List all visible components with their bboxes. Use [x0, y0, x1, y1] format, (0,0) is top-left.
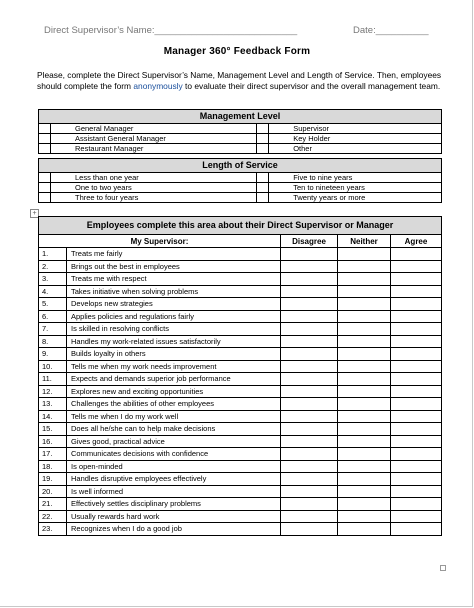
neither-cell[interactable]: [338, 385, 391, 398]
option-one-to-two-years: One to two years: [51, 183, 257, 193]
row-number: 2.: [39, 260, 67, 273]
evaluation-row: [39, 348, 442, 361]
agree-cell[interactable]: [391, 448, 442, 461]
option-restaurant-manager: Restaurant Manager: [51, 144, 257, 154]
row-number: 12.: [39, 385, 67, 398]
disagree-cell[interactable]: [281, 423, 338, 436]
neither-cell[interactable]: [338, 460, 391, 473]
row-number: 17.: [39, 448, 67, 461]
row-statement: Recognizes when I do a good job: [67, 523, 281, 536]
resize-handle[interactable]: [440, 565, 446, 571]
row-statement: Handles my work-related issues satisfactorily: [67, 335, 281, 348]
disagree-cell[interactable]: [281, 385, 338, 398]
agree-cell[interactable]: [391, 423, 442, 436]
row-statement: Usually rewards hard work: [67, 510, 281, 523]
row-number: 20.: [39, 485, 67, 498]
row-statement: Handles disruptive employees effectively: [67, 473, 281, 486]
neither-cell[interactable]: [338, 260, 391, 273]
checkbox-other[interactable]: [257, 144, 269, 154]
supervisor-name-field[interactable]: Direct Supervisor’s Name:___________________________: [44, 25, 298, 36]
agree-cell[interactable]: [391, 285, 442, 298]
agree-cell[interactable]: [391, 385, 442, 398]
row-statement: Takes initiative when solving problems: [67, 285, 281, 298]
disagree-cell[interactable]: [281, 260, 338, 273]
checkbox-general-manager[interactable]: [39, 124, 51, 134]
disagree-cell[interactable]: [281, 360, 338, 373]
agree-cell[interactable]: [391, 510, 442, 523]
evaluation-rows: [39, 248, 442, 536]
evaluation-row: [39, 373, 442, 386]
row-statement: Tells me when my work needs improvement: [67, 360, 281, 373]
row-number: 11.: [39, 373, 67, 386]
evaluation-row: [39, 385, 442, 398]
evaluation-row: [39, 448, 442, 461]
checkbox-supervisor[interactable]: [257, 124, 269, 134]
neither-cell[interactable]: [338, 335, 391, 348]
row-number: 14.: [39, 410, 67, 423]
row-statement: Effectively settles disciplinary problems: [67, 498, 281, 511]
agree-cell[interactable]: [391, 485, 442, 498]
row-number: 9.: [39, 348, 67, 361]
agree-cell[interactable]: [391, 323, 442, 336]
evaluation-row: [39, 410, 442, 423]
row-statement: Expects and demands superior job performance: [67, 373, 281, 386]
disagree-cell[interactable]: [281, 310, 338, 323]
neither-cell[interactable]: [338, 248, 391, 261]
intro-part1: Please, complete the Direct Supervisor’s Name, Management Level and Length of Service. Then, employees should complete the form: [37, 70, 442, 91]
intro-part2: to evaluate their direct supervisor and the overall management team.: [182, 81, 441, 91]
evaluation-row: [39, 273, 442, 286]
disagree-cell[interactable]: [281, 273, 338, 286]
disagree-cell[interactable]: [281, 460, 338, 473]
agree-cell[interactable]: [391, 298, 442, 311]
intro-highlight: anonymously: [133, 81, 183, 91]
evaluation-row: [39, 435, 442, 448]
col-neither: Neither: [338, 235, 391, 248]
evaluation-row: [39, 398, 442, 411]
option-ten-to-nineteen-years: Ten to nineteen years: [269, 183, 442, 193]
neither-cell[interactable]: [338, 473, 391, 486]
row-number: 16.: [39, 435, 67, 448]
neither-cell[interactable]: [338, 423, 391, 436]
checkbox-assistant-general-manager[interactable]: [39, 134, 51, 144]
table-move-handle-icon[interactable]: +: [30, 209, 39, 218]
checkbox-twenty-years-or-more[interactable]: [257, 193, 269, 203]
option-five-to-nine-years: Five to nine years: [269, 173, 442, 183]
evaluation-row: [39, 248, 442, 261]
option-general-manager: General Manager: [51, 124, 257, 134]
row-statement: Is open-minded: [67, 460, 281, 473]
disagree-cell[interactable]: [281, 335, 338, 348]
neither-cell[interactable]: [338, 310, 391, 323]
evaluation-row: [39, 360, 442, 373]
neither-cell[interactable]: [338, 435, 391, 448]
neither-cell[interactable]: [338, 485, 391, 498]
col-disagree: Disagree: [281, 235, 338, 248]
length-of-service-heading: Length of Service: [39, 159, 442, 173]
disagree-cell[interactable]: [281, 448, 338, 461]
disagree-cell[interactable]: [281, 485, 338, 498]
employees-section-heading: Employees complete this area about their Direct Supervisor or Manager: [39, 217, 442, 235]
option-less-than-one-year: Less than one year: [51, 173, 257, 183]
disagree-cell[interactable]: [281, 348, 338, 361]
management-level-heading: Management Level: [39, 110, 442, 124]
row-number: 7.: [39, 323, 67, 336]
disagree-cell[interactable]: [281, 323, 338, 336]
checkbox-three-to-four-years[interactable]: [39, 193, 51, 203]
row-statement: Communicates decisions with confidence: [67, 448, 281, 461]
option-supervisor: Supervisor: [269, 124, 442, 134]
option-other: Other: [269, 144, 442, 154]
row-statement: Does all he/she can to help make decisions: [67, 423, 281, 436]
neither-cell[interactable]: [338, 448, 391, 461]
option-assistant-general-manager: Assistant General Manager: [51, 134, 257, 144]
disagree-cell[interactable]: [281, 523, 338, 536]
checkbox-restaurant-manager[interactable]: [39, 144, 51, 154]
agree-cell[interactable]: [391, 248, 442, 261]
agree-cell[interactable]: [391, 410, 442, 423]
disagree-cell[interactable]: [281, 473, 338, 486]
row-number: 18.: [39, 460, 67, 473]
agree-cell[interactable]: [391, 373, 442, 386]
evaluation-row: [39, 460, 442, 473]
col-agree: Agree: [391, 235, 442, 248]
disagree-cell[interactable]: [281, 248, 338, 261]
row-statement: Challenges the abilities of other employees: [67, 398, 281, 411]
row-number: 8.: [39, 335, 67, 348]
neither-cell[interactable]: [338, 410, 391, 423]
disagree-cell[interactable]: [281, 398, 338, 411]
agree-cell[interactable]: [391, 523, 442, 536]
evaluation-row: [39, 335, 442, 348]
row-number: 19.: [39, 473, 67, 486]
agree-cell[interactable]: [391, 435, 442, 448]
evaluation-row: [39, 260, 442, 273]
neither-cell[interactable]: [338, 510, 391, 523]
row-number: 10.: [39, 360, 67, 373]
option-three-to-four-years: Three to four years: [51, 193, 257, 203]
evaluation-row: [39, 485, 442, 498]
row-statement: Is skilled in resolving conflicts: [67, 323, 281, 336]
checkbox-one-to-two-years[interactable]: [39, 183, 51, 193]
disagree-cell[interactable]: [281, 410, 338, 423]
row-number: 23.: [39, 523, 67, 536]
neither-cell[interactable]: [338, 360, 391, 373]
evaluation-row: [39, 473, 442, 486]
row-statement: Gives good, practical advice: [67, 435, 281, 448]
agree-cell[interactable]: [391, 498, 442, 511]
agree-cell[interactable]: [391, 273, 442, 286]
agree-cell[interactable]: [391, 460, 442, 473]
option-twenty-years-or-more: Twenty years or more: [269, 193, 442, 203]
agree-cell[interactable]: [391, 310, 442, 323]
row-number: 6.: [39, 310, 67, 323]
row-number: 3.: [39, 273, 67, 286]
neither-cell[interactable]: [338, 298, 391, 311]
agree-cell[interactable]: [391, 398, 442, 411]
agree-cell[interactable]: [391, 348, 442, 361]
neither-cell[interactable]: [338, 273, 391, 286]
neither-cell[interactable]: [338, 323, 391, 336]
checkbox-less-than-one-year[interactable]: [39, 173, 51, 183]
row-number: 1.: [39, 248, 67, 261]
row-number: 4.: [39, 285, 67, 298]
evaluation-row: [39, 285, 442, 298]
disagree-cell[interactable]: [281, 373, 338, 386]
employee-evaluation-table: [38, 216, 442, 536]
row-statement: Treats me fairly: [67, 248, 281, 261]
evaluation-row: [39, 523, 442, 536]
disagree-cell[interactable]: [281, 498, 338, 511]
row-number: 22.: [39, 510, 67, 523]
checkbox-key-holder[interactable]: [257, 134, 269, 144]
row-statement: Treats me with respect: [67, 273, 281, 286]
evaluation-row: [39, 423, 442, 436]
agree-cell[interactable]: [391, 260, 442, 273]
row-number: 13.: [39, 398, 67, 411]
row-number: 15.: [39, 423, 67, 436]
row-number: 5.: [39, 298, 67, 311]
agree-cell[interactable]: [391, 360, 442, 373]
evaluation-row: [39, 498, 442, 511]
neither-cell[interactable]: [338, 523, 391, 536]
row-statement: Develops new strategies: [67, 298, 281, 311]
disagree-cell[interactable]: [281, 435, 338, 448]
row-number: 21.: [39, 498, 67, 511]
agree-cell[interactable]: [391, 335, 442, 348]
checkbox-ten-to-nineteen-years[interactable]: [257, 183, 269, 193]
evaluation-row: [39, 298, 442, 311]
evaluation-row: [39, 310, 442, 323]
management-service-table: [38, 109, 442, 203]
row-statement: Is well informed: [67, 485, 281, 498]
form-title: Manager 360° Feedback Form: [163, 46, 311, 57]
row-statement: Explores new and exciting opportunities: [67, 385, 281, 398]
row-statement: Tells me when I do my work well: [67, 410, 281, 423]
neither-cell[interactable]: [338, 348, 391, 361]
neither-cell[interactable]: [338, 285, 391, 298]
neither-cell[interactable]: [338, 398, 391, 411]
checkbox-five-to-nine-years[interactable]: [257, 173, 269, 183]
disagree-cell[interactable]: [281, 298, 338, 311]
evaluation-row: [39, 323, 442, 336]
row-statement: Builds loyalty in others: [67, 348, 281, 361]
row-statement: Brings out the best in employees: [67, 260, 281, 273]
agree-cell[interactable]: [391, 473, 442, 486]
disagree-cell[interactable]: [281, 510, 338, 523]
date-field[interactable]: Date:__________: [353, 25, 429, 36]
option-key-holder: Key Holder: [269, 134, 442, 144]
row-statement: Applies policies and regulations fairly: [67, 310, 281, 323]
disagree-cell[interactable]: [281, 285, 338, 298]
neither-cell[interactable]: [338, 373, 391, 386]
col-my-supervisor: My Supervisor:: [39, 235, 281, 248]
intro-text: [37, 70, 442, 92]
evaluation-row: [39, 510, 442, 523]
neither-cell[interactable]: [338, 498, 391, 511]
